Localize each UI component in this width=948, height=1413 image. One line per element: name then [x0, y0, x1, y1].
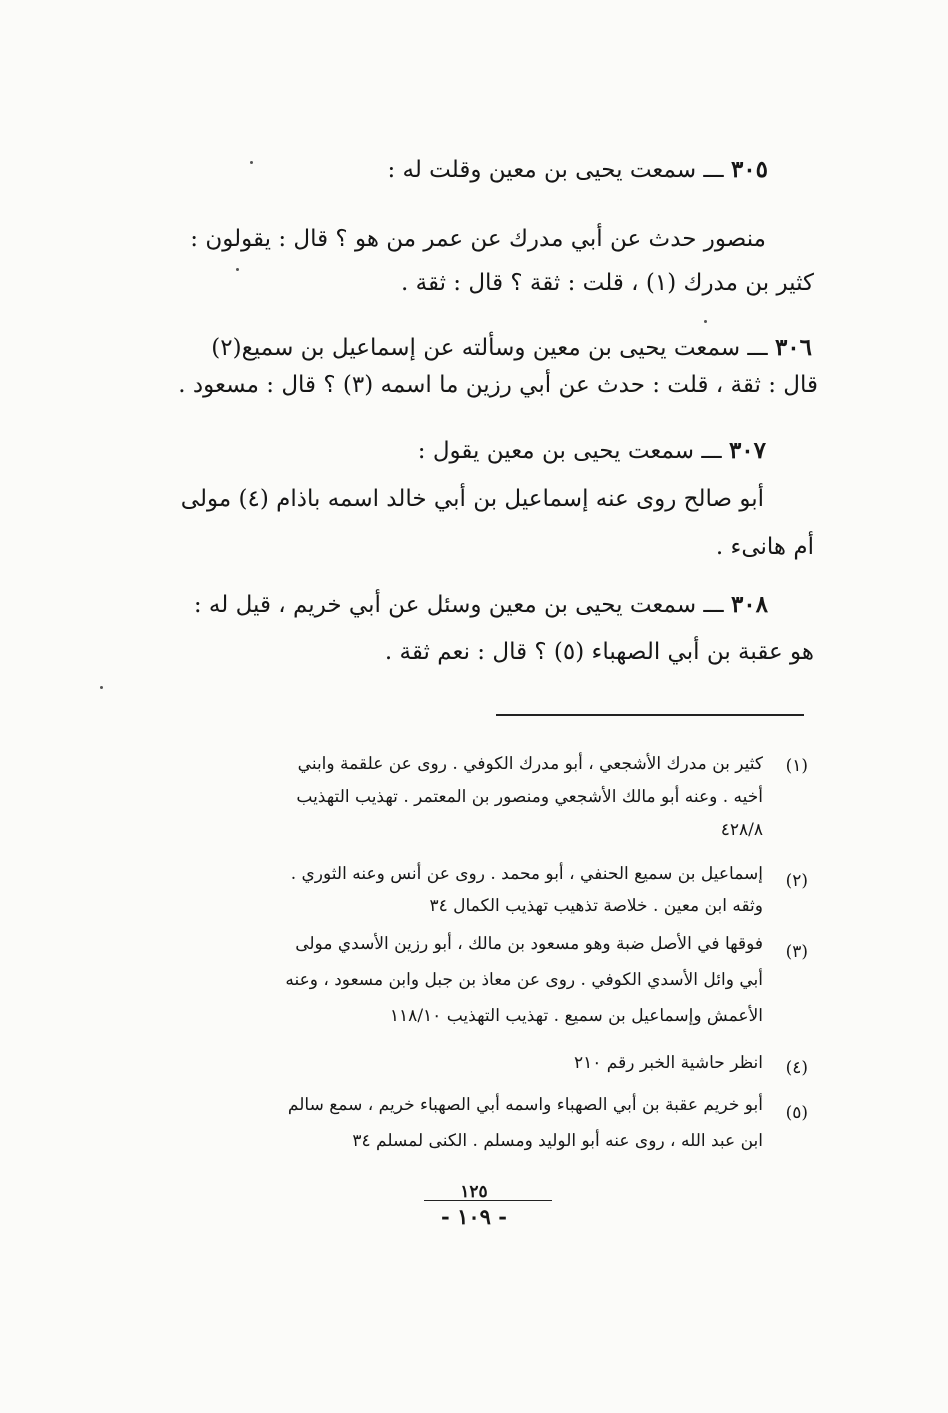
entry-305-line-3: كثير بن مدرك (١) ، قلت : ثقة ؟ قال : ثقة .	[400, 270, 814, 296]
footnote-2-line-1: إسماعيل بن سميع الحنفي ، أبو محمد . روى عن أنس وعنه الثوري .	[290, 864, 763, 884]
scan-speck	[704, 320, 707, 323]
scan-speck	[236, 268, 239, 271]
scan-speck	[250, 161, 253, 164]
footnote-1-line-1: كثير بن مدرك الأشجعي ، أبو مدرك الكوفي . روى عن علقمة وابني	[297, 754, 763, 774]
footnote-4-marker: (٤)	[785, 1058, 808, 1078]
entry-text: سمعت يحيى بن معين وقلت له :	[387, 157, 697, 183]
footnote-2-marker: (٢)	[785, 871, 808, 891]
footnote-3-marker: (٣)	[785, 942, 808, 962]
entry-308-line-1: ٣٠٨ ـــ سمعت يحيى بن معين وسئل عن أبي خريم ، قيل له :	[193, 591, 768, 618]
footnote-3-line-3: الأعمش وإسماعيل بن سميع . تهذيب التهذيب ١١٨/١٠	[389, 1006, 763, 1026]
entry-text: سمعت يحيى بن معين وسألته عن إسماعيل بن سميع(٢)	[211, 335, 741, 361]
page-number-upper: ١٢٥	[460, 1182, 488, 1202]
page-number-underline	[424, 1200, 552, 1201]
footnote-3-line-1: فوقها في الأصل ضبة وهو مسعود بن مالك ، أبو رزين الأسدي مولى	[295, 934, 763, 954]
footnote-4-line-1: انظر حاشية الخبر رقم ٢١٠	[573, 1053, 763, 1073]
entry-number: ٣٠٦	[774, 334, 812, 361]
footnote-1-marker: (١)	[785, 756, 808, 776]
entry-308-line-2: هو عقبة بن أبي الصهباء (٥) ؟ قال : نعم ثقة .	[384, 639, 814, 665]
entry-305-line-1: ٣٠٥ ـــ سمعت يحيى بن معين وقلت له :	[387, 156, 768, 183]
entry-number: ٣٠٥	[730, 156, 768, 183]
footnote-separator	[496, 714, 804, 716]
entry-number: ٣٠٧	[728, 437, 766, 464]
entry-text: سمعت يحيى بن معين يقول :	[417, 438, 695, 464]
entry-305-line-2: منصور حدث عن أبي مدرك عن عمر من هو ؟ قال : يقولون :	[190, 226, 766, 252]
entry-307-line-3: أم هانىء .	[715, 534, 814, 560]
footnote-5-line-2: ابن عبد الله ، روى عنه أبو الوليد ومسلم . الكنى لمسلم ٣٤	[352, 1131, 763, 1151]
page-number-lower: - ١٠٩ -	[441, 1204, 507, 1229]
footnote-1-line-2: أخيه . وعنه أبو مالك الأشجعي ومنصور بن المعتمر . تهذيب التهذيب	[296, 787, 763, 807]
footnote-2-line-2: وثقه ابن معين . خلاصة تذهيب تهذيب الكمال ٣٤	[429, 896, 763, 916]
entry-307-line-1: ٣٠٧ ـــ سمعت يحيى بن معين يقول :	[417, 437, 766, 464]
entry-number: ٣٠٨	[730, 591, 768, 618]
entry-307-line-2: أبو صالح روى عنه إسماعيل بن أبي خالد اسمه باذام (٤) مولى	[180, 486, 764, 512]
footnote-1-line-3: ٤٢٨/٨	[720, 820, 763, 840]
entry-306-line-1: ٣٠٦ ـــ سمعت يحيى بن معين وسألته عن إسماعيل بن سميع(٢)	[211, 334, 812, 361]
footnote-3-line-2: أبي وائل الأسدي الكوفي . روى عن معاذ بن جبل وابن مسعود ، وعنه	[285, 970, 763, 990]
footnote-5-line-1: أبو خريم عقبة بن أبي الصهباء واسمه أبي الصهباء خريم ، سمع سالم	[287, 1095, 763, 1115]
footnote-5-marker: (٥)	[785, 1103, 808, 1123]
entry-text: سمعت يحيى بن معين وسئل عن أبي خريم ، قيل له :	[193, 592, 697, 618]
entry-306-line-2: قال : ثقة ، قلت : حدث عن أبي رزين ما اسمه (٣) ؟ قال : مسعود .	[178, 372, 818, 398]
scan-speck	[100, 686, 103, 689]
